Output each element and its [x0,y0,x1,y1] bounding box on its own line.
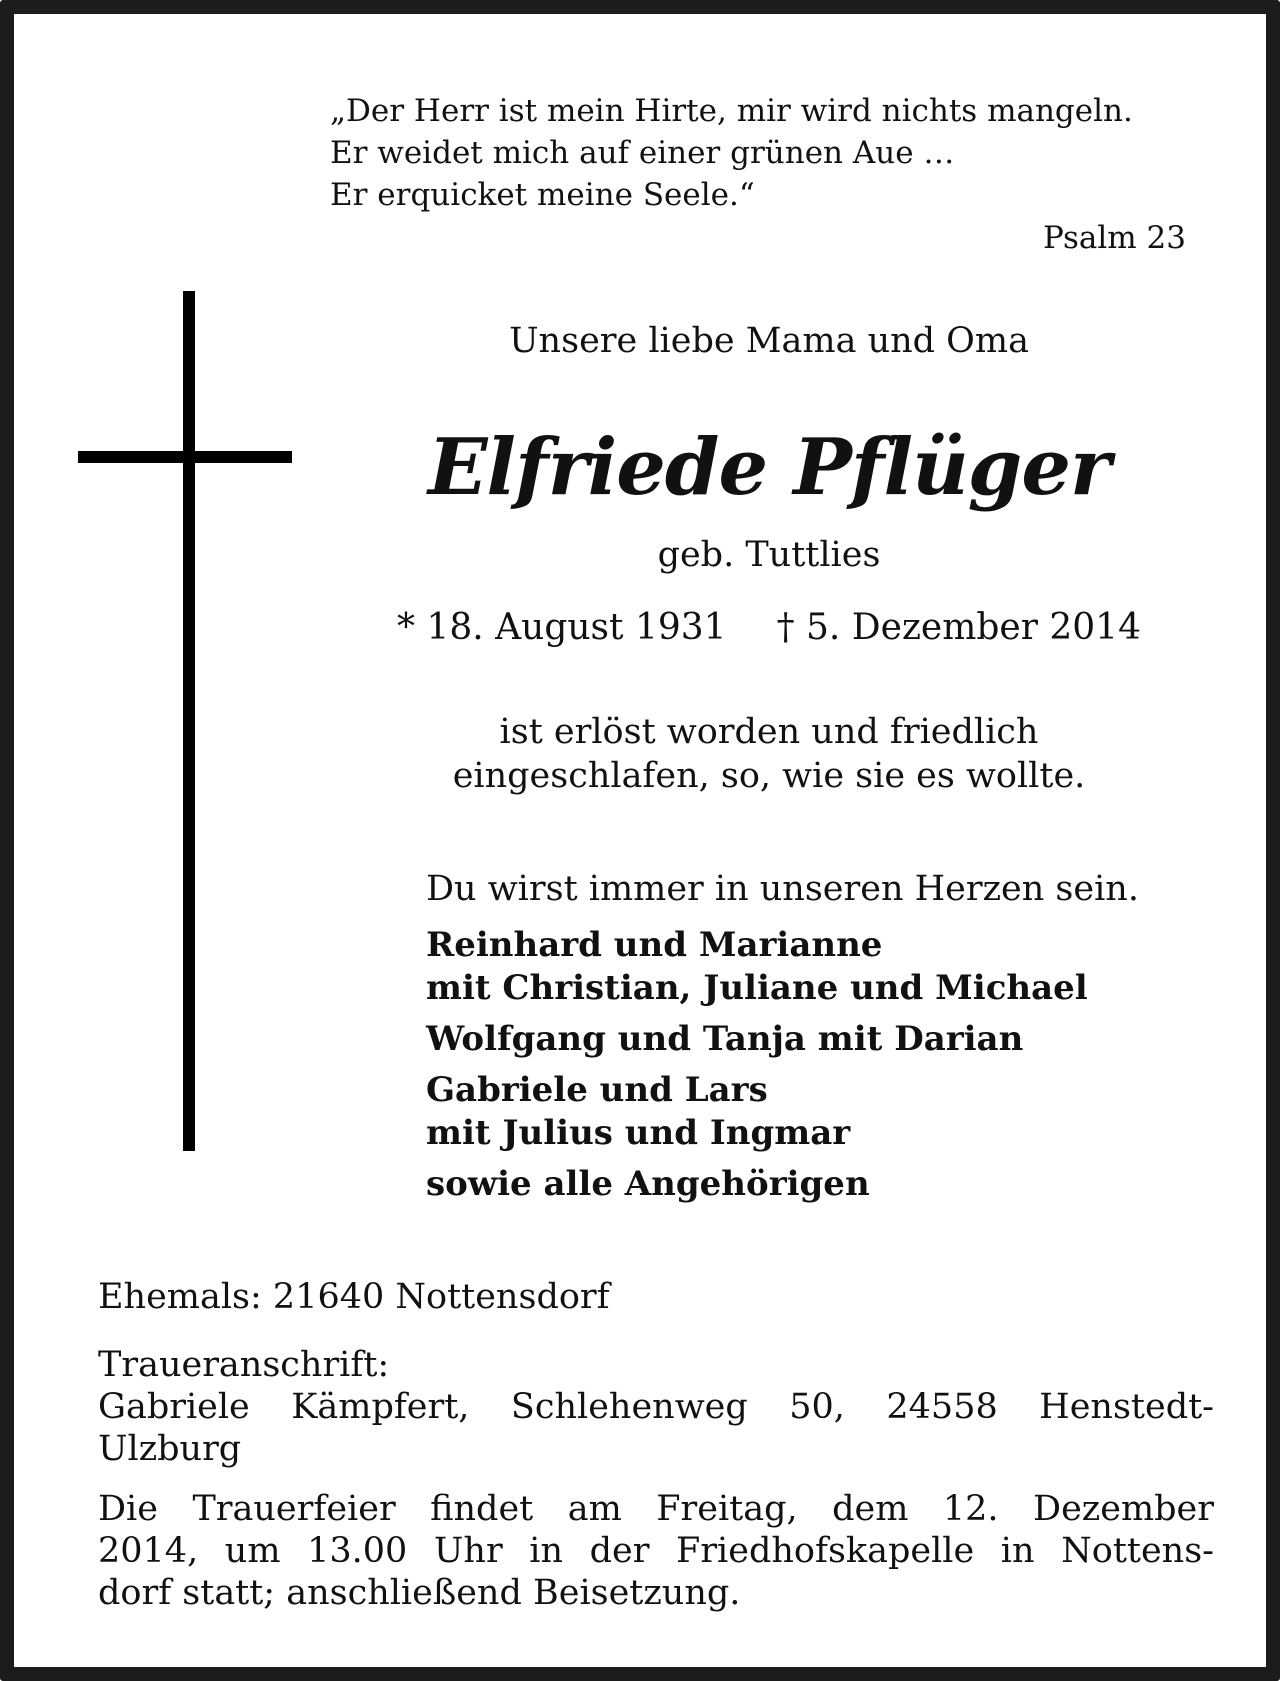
service-line: dorf statt; anschließend Beisetzung. [98,1573,741,1613]
mourner-line: mit Julius und Ingmar [426,1113,851,1153]
address-line: Gabriele Kämpfert, Schlehenweg 50, 24558 Henstedt- [98,1387,1214,1427]
cross-icon-horizontal [78,451,292,463]
mourner-group [426,1163,1088,1206]
mourner-line: Wolfgang und Tanja mit Darian [426,1019,1024,1059]
cross-icon-vertical [183,291,195,1151]
former-residence: Ehemals: 21640 Nottensdorf [98,1277,610,1317]
mourner-line: Reinhard und Marianne [426,925,883,965]
release-line: ist erlöst worden und friedlich [499,712,1039,752]
service-details [98,1488,1214,1614]
intro-line: Unsere liebe Mama und Oma [509,321,1029,361]
death-date: † 5. Dezember 2014 [776,607,1141,648]
life-dates [374,604,1164,652]
service-line: Die Trauerfeier findet am Freitag, dem 12. Dezember [98,1489,1214,1529]
psalm-line: Er erquicket meine Seele.“ [330,177,755,213]
mourner-group [426,1069,1088,1155]
mourners-list [426,924,1088,1214]
release-line: eingeschlafen, so, wie sie es wollte. [452,756,1086,796]
mourner-group [426,924,1088,1010]
psalm-quote [330,90,1133,216]
address-label: Traueranschrift: [98,1345,390,1385]
psalm-line: „Der Herr ist mein Hirte, mir wird nichts mangeln. [330,93,1133,129]
mourner-line: sowie alle Angehörigen [426,1164,870,1204]
birth-date: * 18. August 1931 [397,607,727,648]
psalm-line: Er weidet mich auf einer grünen Aue … [330,135,955,171]
mourner-group [426,1018,1088,1061]
address-line-continued: Ulzburg [98,1429,242,1469]
maiden-name: geb. Tuttlies [657,535,881,575]
psalm-reference: Psalm 23 [1042,220,1186,256]
deceased-name: Elfriede Pflüger [427,422,1111,513]
mourner-line: mit Christian, Juliane und Michael [426,968,1088,1008]
mourner-line: Gabriele und Lars [426,1070,768,1110]
heart-line: Du wirst immer in unseren Herzen sein. [426,869,1139,909]
release-text [374,710,1164,798]
service-line: 2014, um 13.00 Uhr in der Friedhofskapelle in Nottens- [98,1531,1214,1571]
